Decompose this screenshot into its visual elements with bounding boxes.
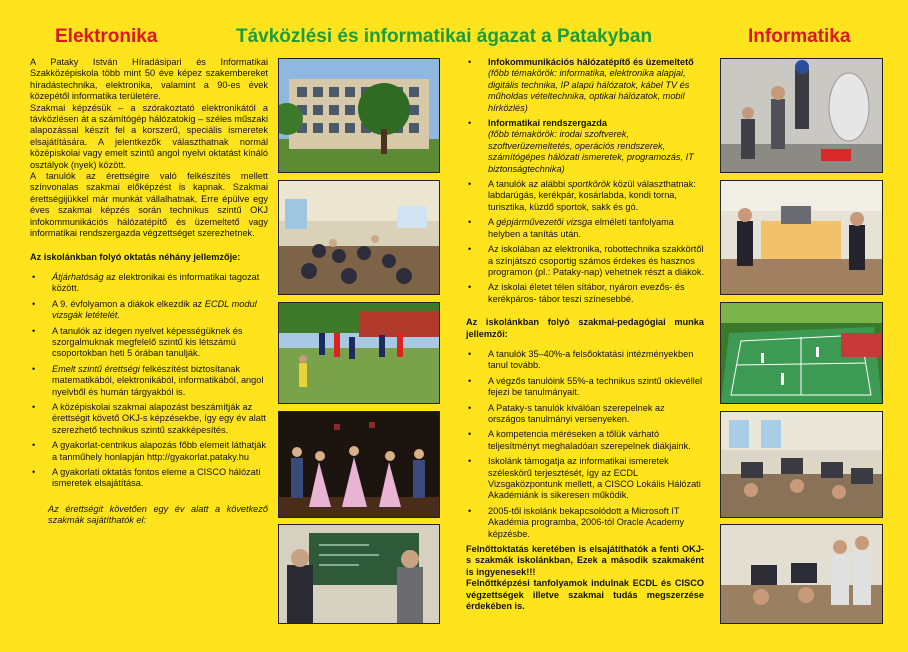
intro-paragraph-3: A tanulók az érettségire való felkészítés mellett színvonalas szakmai előképzést is kapnak. Szakmai érettségijükkel már munkát vállalhatnak. Erre épülve egy éves szakmai képzés során technikus szintű OKJ infokommunikációs hálózatépítő és üzemeltető vagy informatikai rendszergazda végzettséget szerezhetnek. <box>30 171 268 239</box>
list-item: • Infokommunikációs hálózatépítő és üzemeltető (főbb témakörök: informatika, elektronika alapjai, digitális technika, IP alapú hálózatok, kábel TV és műholdas vételtechnika, optikai hálózatok, mobil hírközlés) <box>466 57 704 114</box>
list-item: • Informatikai rendszergazda (főbb témakörök: irodai szoftverek, szoftverüzemeltetés, operációs rendszerek, számítógépes hálózati ismeretek, programozás, IT biztonságtechnika) <box>466 118 704 175</box>
pedagogy-heading: Az iskolánkban folyó szakmai-pedagógiai munka jellemzői: <box>466 317 704 339</box>
adult-training-text: Felnőttképzési tanfolyamok indulnak ECDL és CISCO végzettségek illetve szakmai tudás megszerzése érdekében is. <box>466 578 704 612</box>
list-item: • A tanulók az alábbi sportkörök közül választhatnak: labdarúgás, kerékpár, kosárlabda, kondi torna, turisztika, küzdő sportok, sakk és gó. <box>466 179 704 213</box>
computer-lab-group-photo <box>720 524 883 624</box>
electronics-workshop-photo <box>720 180 883 295</box>
list-item: • Iskolánk támogatja az informatikai ismeretek széleskörű terjesztését, így az ECDL Vizsgaközpontunk mellett, a CISCO Lokális Hálózati Akadémiánk is sikeresen működik. <box>466 456 704 502</box>
list-item: • A gyakorlat-centrikus alapozás főbb elemeit láthatják a tanműhely honlapján http://gyakorlat.pataky.hu <box>30 440 268 463</box>
list-item: • A gépjárművezetői vizsga elméleti tanfolyama helyben a tanítás után. <box>466 217 704 240</box>
intro-paragraph-1: A Pataky István Híradásipari és Informatikai Szakközépiskola több mint 50 éve képez szakembereket híradástechnika, elektronika, valamint a 90-es évek közepétől informatika területére. <box>30 57 268 102</box>
list-item: • A kompetencia méréseken a tőlük várható teljesítményt meghaladóan szerepelnek diákjaink. <box>466 429 704 452</box>
features-heading: Az iskolánkban folyó oktatás néhány jellemzője: <box>30 251 241 262</box>
professions-list <box>466 57 704 305</box>
list-item: • Az iskolában az elektronika, robottechnika szakkörtől a színjátszó csoportig számos érdekes és hasznos programon (pl.: Pataky-nap) vehetnek részt a diákok. <box>466 244 704 278</box>
list-item: • 2005-től iskolánk bekapcsolódott a Microsoft IT Akadémia programba, 2006-tól Oracle Academy képzésbe. <box>466 506 704 540</box>
classroom-teacher-photo <box>278 524 440 624</box>
list-item: • Az iskolai életet télen sítábor, nyáron evezős- és kerékpáros- tábor teszi színesebbé. <box>466 282 704 305</box>
list-item: • A 9. évfolyamon a diákok elkezdik az ECDL modul vizsgák letételét. <box>30 299 268 322</box>
header-informatika: Informatika <box>748 26 851 47</box>
adult-education-text: Felnőttoktatás keretében is elsajátíthatók a fenti OKJ-s szakmák iskolánkban, Ezek a második szakmaként is ingyenesek!!! <box>466 544 704 577</box>
lecture-room-photo <box>278 180 440 295</box>
intro-paragraph-2: Szakmai képzésük – a szórakoztató elektronikától a távközlésen át a számítógép hálózatokig – széles műszaki alapozással készít fel a korszerű, speciális ismeretek elsajátítására. A jelentkezők választhatnak normál középiskolai vagy emelt szintű angol nyelvi oktatást kínáló osztályok (nyek) között. <box>30 102 268 170</box>
header-elektronika: Elektronika <box>55 26 158 47</box>
list-item: • A tanulók 35–40%-a felsőoktatási intézményekben tanul tovább. <box>466 349 704 372</box>
sports-field-photo <box>278 302 440 404</box>
computer-room-photo <box>720 411 883 518</box>
list-item: • A végzős tanulóink 55%-a technikus szintű oklevéllel fejezi be tanulmányait. <box>466 376 704 399</box>
header-main-title: Távközlési és informatikai ágazat a Patakyban <box>236 26 653 47</box>
list-item: • Emelt szintű érettségi felkészítést biztosítanak matematikából, elektronikából, informatikából, angol nyelvből és humán tárgyakból is. <box>30 364 268 398</box>
stage-performance-photo <box>278 411 440 518</box>
features-list <box>30 272 268 490</box>
middle-text-column <box>466 57 704 612</box>
list-item: • A gyakorlati oktatás fontos eleme a CISCO hálózati ismeretek elsajátítása. <box>30 467 268 490</box>
list-item: • A Pataky-s tanulók kiválóan szerepelnek az országos tanulmányi versenyeken. <box>466 403 704 426</box>
left-text-column <box>30 57 268 527</box>
school-building-photo <box>278 58 440 173</box>
pedagogy-list <box>466 349 704 540</box>
list-item: • Átjárhatóság az elektronikai és informatikai tagozat között. <box>30 272 268 295</box>
list-item: • A tanulók az idegen nyelvet képességüknek és szorgalmuknak megfelelő szintű kis létszámú csoportokban heti 5 órában tanulják. <box>30 326 268 360</box>
antenna-lab-photo <box>720 58 883 173</box>
list-item: • A középiskolai szakmai alapozást beszámítják az érettségit követő OKJ-s képzésekbe, így egy év alatt szerezhető technikus szintű szakképesítés. <box>30 402 268 436</box>
tennis-court-photo <box>720 302 883 404</box>
professions-footer: Az érettségit követően egy év alatt a következő szakmák sajátíthatók el: <box>48 503 268 526</box>
